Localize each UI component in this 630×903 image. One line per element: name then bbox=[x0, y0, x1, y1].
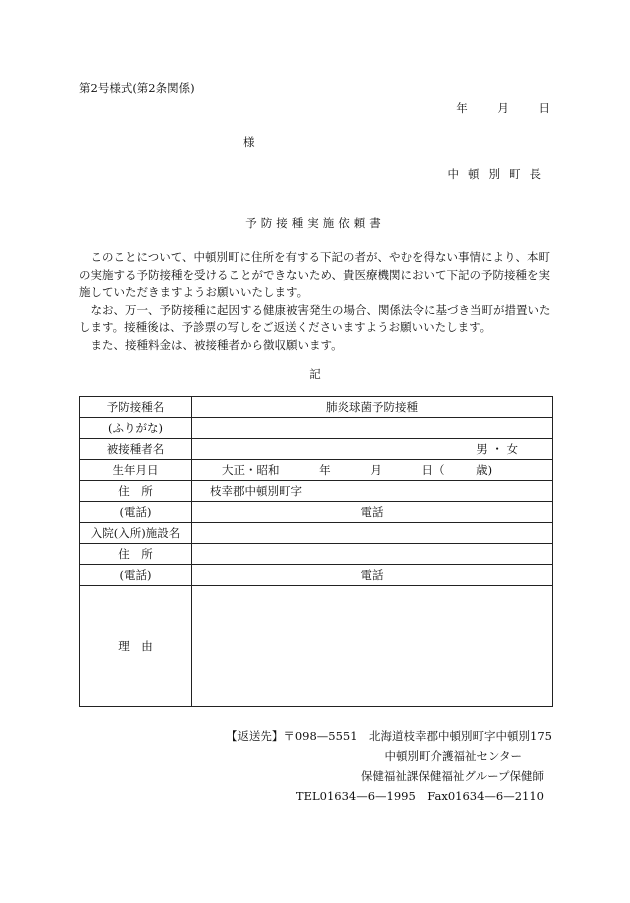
body-paragraph-2: なお、万一、予防接種に起因する健康被害発生の場合、関係法令に基づき当町が措置いたします。接種後は、予診票の写しをご返送くださいますようお願いいたします。 bbox=[79, 302, 551, 334]
facility-field[interactable] bbox=[192, 523, 553, 544]
table-row bbox=[80, 586, 553, 707]
address-field[interactable] bbox=[192, 481, 553, 502]
document-title: 予防接種実施依頼書 bbox=[245, 216, 385, 230]
name-label: 被接種者名 bbox=[80, 439, 192, 460]
facility-address-label: 住 所 bbox=[80, 544, 192, 565]
address-value: 枝幸郡中頓別町字 bbox=[210, 484, 302, 498]
birth-label: 生年月日 bbox=[80, 460, 192, 481]
vaccine-value: 肺炎球菌予防接種 bbox=[192, 397, 553, 418]
return-address-block bbox=[225, 726, 552, 806]
return-line-1: 【返送先】〒098—5551 北海道枝幸郡中頓別町字中頓別175 bbox=[225, 729, 552, 743]
birth-age: 歳) bbox=[476, 463, 493, 477]
date-month: 月 bbox=[497, 101, 509, 115]
birth-field[interactable] bbox=[192, 460, 553, 481]
table-row bbox=[80, 481, 553, 502]
birth-year: 年 bbox=[319, 463, 331, 477]
name-field[interactable] bbox=[192, 439, 553, 460]
phone-label: (電話) bbox=[80, 502, 192, 523]
furigana-field[interactable] bbox=[192, 418, 553, 439]
table-row bbox=[80, 418, 553, 439]
return-line-3: 保健福祉課保健福祉グループ保健師 bbox=[360, 769, 544, 783]
furigana-label: (ふりがな) bbox=[80, 418, 192, 439]
sender: 中頓別町長 bbox=[447, 167, 550, 181]
request-form-table bbox=[79, 396, 553, 707]
date-year: 年 bbox=[456, 101, 468, 115]
facility-label: 入院(入所)施設名 bbox=[80, 523, 192, 544]
sex-choice[interactable]: 男 ・ 女 bbox=[476, 442, 518, 456]
date-line bbox=[438, 100, 550, 116]
date-day: 日 bbox=[538, 101, 550, 115]
facility-address-field[interactable] bbox=[192, 544, 553, 565]
addressee-suffix: 様 bbox=[243, 135, 255, 149]
table-row bbox=[80, 460, 553, 481]
form-number: 第2号様式(第2条関係) bbox=[79, 81, 195, 95]
return-line-2: 中頓別町介護福祉センター bbox=[384, 749, 522, 763]
birth-era: 大正・昭和 bbox=[222, 463, 280, 477]
phone-field[interactable]: 電話 bbox=[192, 502, 553, 523]
table-row bbox=[80, 565, 553, 586]
table-row bbox=[80, 439, 553, 460]
table-row bbox=[80, 523, 553, 544]
return-line-4: TEL01634—6—1995 Fax01634—6—2110 bbox=[295, 789, 544, 803]
reason-field[interactable] bbox=[192, 586, 553, 707]
birth-day: 日（ bbox=[421, 463, 445, 477]
reason-label: 理 由 bbox=[80, 586, 192, 707]
facility-phone-field[interactable]: 電話 bbox=[192, 565, 553, 586]
table-row bbox=[80, 544, 553, 565]
ki-heading: 記 bbox=[309, 367, 321, 381]
table-row bbox=[80, 502, 553, 523]
body-text bbox=[79, 249, 557, 354]
body-paragraph-3: また、接種料金は、被接種者から徴収願います。 bbox=[90, 337, 343, 352]
vaccine-label: 予防接種名 bbox=[80, 397, 192, 418]
birth-month: 月 bbox=[370, 463, 382, 477]
facility-phone-label: (電話) bbox=[80, 565, 192, 586]
body-paragraph-1: このことについて、中頓別町に住所を有する下記の者が、やむを得ない事情により、本町の実施する予防接種を受けることができないため、貴医療機関において下記の予防接種を実施していただきますようお願いいたします。 bbox=[79, 250, 551, 299]
address-label: 住 所 bbox=[80, 481, 192, 502]
table-row bbox=[80, 397, 553, 418]
